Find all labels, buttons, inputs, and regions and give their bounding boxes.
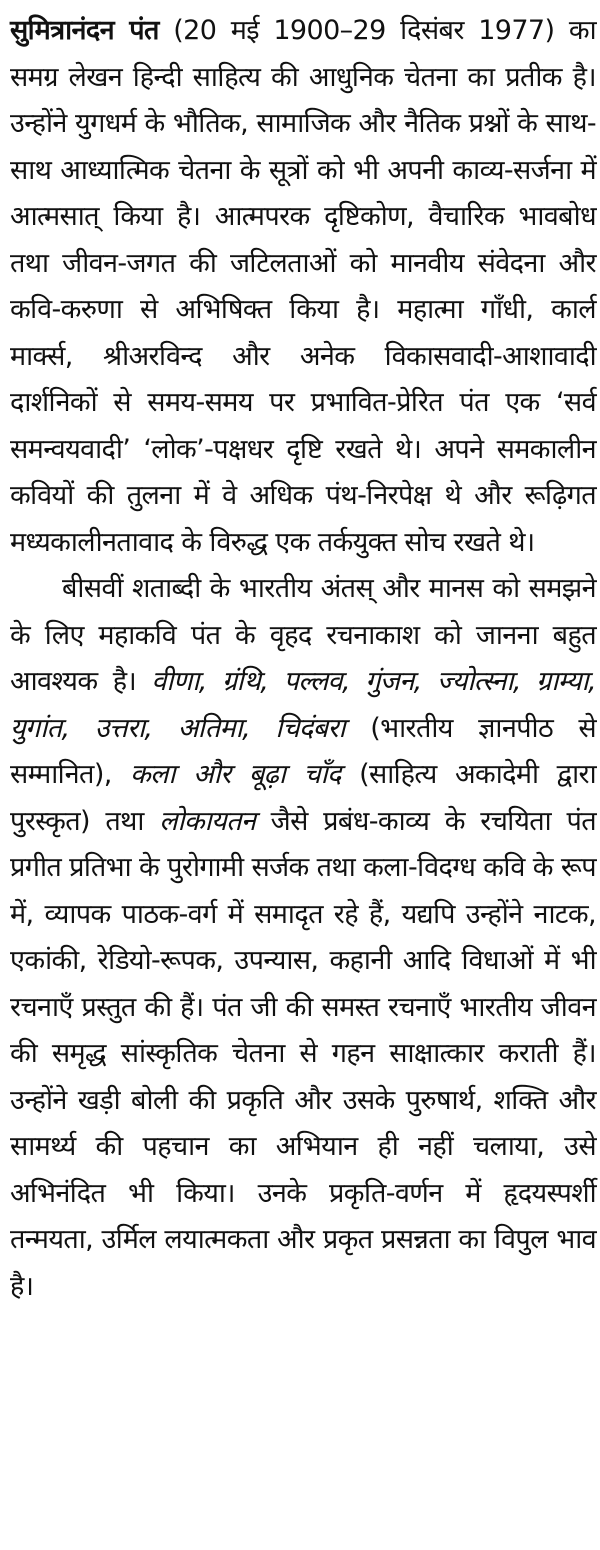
paragraph-text: (भारतीय ज्ञानपीठ से सम्मानित),	[10, 712, 596, 790]
paragraph-text: जैसे प्रबंध-काव्य के रचयिता पंत प्रगीत प्रतिभा के पुरोगामी सर्जक तथा कला-विदग्ध कवि के रूप में, व्यापक पाठक-वर्ग में समादृत रहे हैं, यद्यपि उन्होंने नाटक, एकांकी, रेडियो-रूपक, उपन्यास, कहानी आदि विधाओं में भी रचनाएँ प्रस्तुत की हैं। पंत जी की समस्त रचनाएँ भारतीय जीवन की समृद्ध सांस्कृतिक चेतना से गहन साक्षात्कार कराती हैं। उन्होंने खड़ी बोली की प्रकृति और उसके पुरुषार्थ, शक्ति और सामर्थ्य की पहचान का अभियान ही नहीं चलाया, उसे अभिनंदित भी किया। उनके प्रकृति-वर्णन में हृदयस्पर्शी तन्मयता, उर्मिल लयात्मकता और प्रकृत प्रसन्नता का विपुल भाव है।	[10, 805, 596, 1302]
paragraph-text: (साहित्य अकादेमी द्वारा पुरस्कृत) तथा	[10, 759, 596, 837]
paragraph-1	[10, 8, 596, 566]
work-title-italic: लोकायतन	[159, 805, 256, 837]
works-list-italic: वीणा, ग्रंथि, पल्लव, गुंजन, ज्योत्स्ना, ग्राम्या, युगांत, उत्तरा, अतिमा, चिदंबरा	[10, 666, 596, 744]
paragraph-text: (20 मई 1900–29 दिसंबर 1977) का समग्र लेखन हिन्दी साहित्य की आधुनिक चेतना का प्रतीक है। उन्होंने युगधर्म के भौतिक, सामाजिक और नैतिक प्रश्नों के साथ-साथ आध्यात्मिक चेतना के सूत्रों को भी अपनी काव्य-सर्जना में आत्मसात् किया है। आत्मपरक दृष्टिकोण, वैचारिक भावबोध तथा जीवन-जगत की जटिलताओं को मानवीय संवेदना और कवि-करुणा से अभिषिक्त किया है। महात्मा गाँधी, कार्ल मार्क्स, श्रीअरविन्द और अनेक विकासवादी-आशावादी दार्शनिकों से समय-समय पर प्रभावित-प्रेरित पंत एक ‘सर्व समन्वयवादी’ ‘लोक’-पक्षधर दृष्टि रखते थे। अपने समकालीन कवियों की तुलना में वे अधिक पंथ-निरपेक्ष थे और रूढ़िगत मध्यकालीनतावाद के विरुद्ध एक तर्कयुक्त सोच रखते थे।	[10, 15, 596, 558]
author-name: सुमित्रानंदन पंत	[10, 15, 159, 46]
paragraph-text: बीसवीं शताब्दी के भारतीय अंतस् और मानस को समझने के लिए महाकवि पंत के वृहद रचनाकाश को जानना बहुत आवश्यक है।	[10, 573, 596, 697]
work-title-italic: कला और बूढ़ा चाँद	[130, 759, 341, 790]
paragraph-2	[10, 566, 596, 1310]
